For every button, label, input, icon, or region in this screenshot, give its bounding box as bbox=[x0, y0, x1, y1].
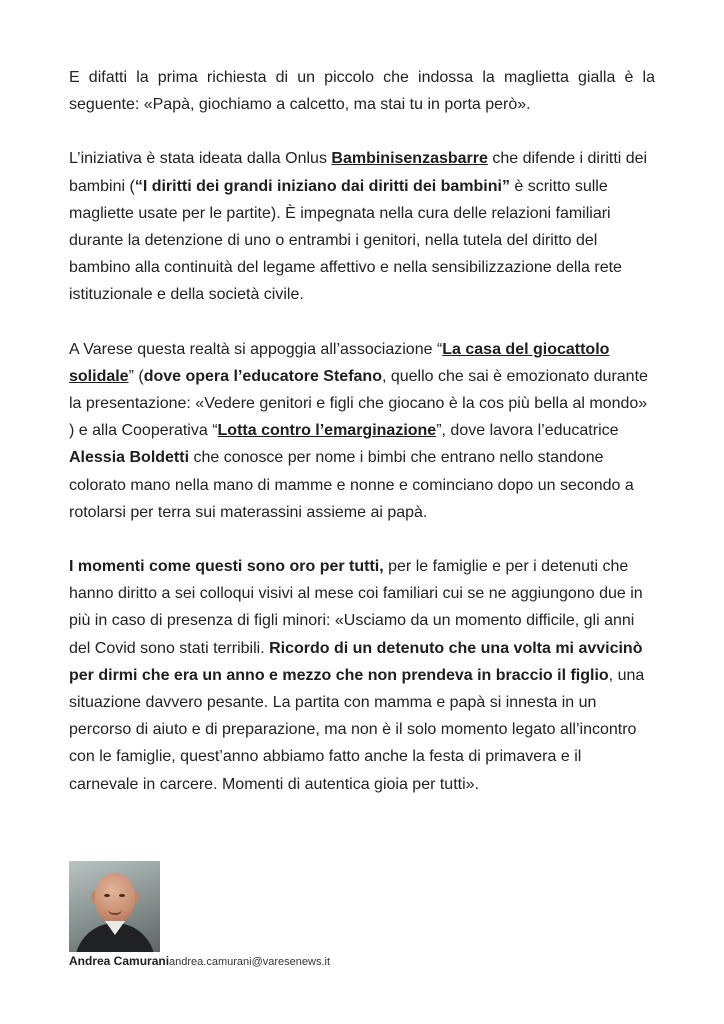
paragraph-3-bold-2: Alessia Boldetti bbox=[69, 449, 190, 467]
paragraph-3-text-4: ”, dove lavora l’educatrice bbox=[436, 422, 619, 440]
casa-del-giocattolo-link[interactable]: La casa del giocattolo solidale bbox=[69, 340, 610, 385]
paragraph-4-text-1: per le famiglie e per i detenuti che hanno diritto a sei colloqui visivi al mese coi familiari cui se ne aggiungono due in più in caso di presenza di figli minori: «Usciamo da un momento difficile, gli anni del Covid sono stati terribili. bbox=[69, 558, 643, 657]
author-email[interactable]: andrea.camurani@varesenews.it bbox=[169, 956, 330, 968]
article-body bbox=[69, 64, 655, 798]
paragraph-3-text-5: che conosce per nome i bimbi che entrano nello standone colorato mano nella mano di mamme e nonne e cominciano dopo un secondo a rotolarsi per terra sui materassini assieme ai papà. bbox=[69, 449, 634, 521]
paragraph-2-quote: “I diritti dei grandi iniziano dai diritti dei bambini” bbox=[134, 177, 510, 195]
author-caption bbox=[69, 954, 330, 969]
paragraph-1-text: E difatti la prima richiesta di un piccolo che indossa la maglietta gialla è la seguente: «Papà, giochiamo a calcetto, ma stai tu in porta però». bbox=[69, 69, 655, 114]
paragraph-4 bbox=[69, 553, 655, 798]
paragraph-4-bold-2: Ricordo di un detenuto che una volta mi avvicinò per dirmi che era un anno e mezzo che non prendeva in braccio il figlio bbox=[69, 639, 643, 684]
paragraph-4-bold-1: I momenti come questi sono oro per tutti, bbox=[69, 558, 384, 576]
author-name: Andrea Camurani bbox=[69, 954, 170, 968]
paragraph-2-text-2: che difende i diritti dei bambini ( bbox=[69, 150, 648, 195]
paragraph-2 bbox=[69, 145, 655, 308]
paragraph-3-text-2: ” ( bbox=[128, 367, 144, 385]
paragraph-3-text-1: A Varese questa realtà si appoggia all’associazione “ bbox=[69, 340, 443, 358]
paragraph-1 bbox=[69, 64, 655, 118]
bambinisenzasbarre-link[interactable]: Bambinisenzasbarre bbox=[331, 150, 488, 168]
paragraph-2-text-3: è scritto sulle magliette usate per le partite). È impegnata nella cura delle relazioni familiari durante la detenzione di uno o entrambi i genitori, nella tutela del diritto del bambino alla continuità del legame affettivo e nella sensibilizzazione della rete istituzionale e della società civile. bbox=[69, 177, 622, 304]
paragraph-4-text-2: , una situazione davvero pesante. La partita con mamma e papà si innesta in un percorso di aiuto e di preparazione, ma non è il solo momento legato all’incontro con le famiglie, quest’anno abbiamo fatto anche la festa di primavera e il carnevale in carcere. Momenti di autentica gioia per tutti». bbox=[69, 666, 645, 793]
author-photo bbox=[69, 861, 160, 952]
lotta-emarginazione-link[interactable]: Lotta contro l’emarginazione bbox=[217, 422, 437, 440]
paragraph-3-text-3: , quello che sai è emozionato durante la presentazione: «Vedere genitori e figli che giocano è la cos più bella al mondo» ) e alla Cooperativa “ bbox=[69, 367, 648, 440]
author-block bbox=[69, 861, 330, 969]
paragraph-3 bbox=[69, 336, 655, 526]
paragraph-3-bold-1: dove opera l’educatore Stefano bbox=[143, 367, 382, 385]
paragraph-2-text-1: L’iniziativa è stata ideata dalla Onlus bbox=[69, 150, 332, 168]
